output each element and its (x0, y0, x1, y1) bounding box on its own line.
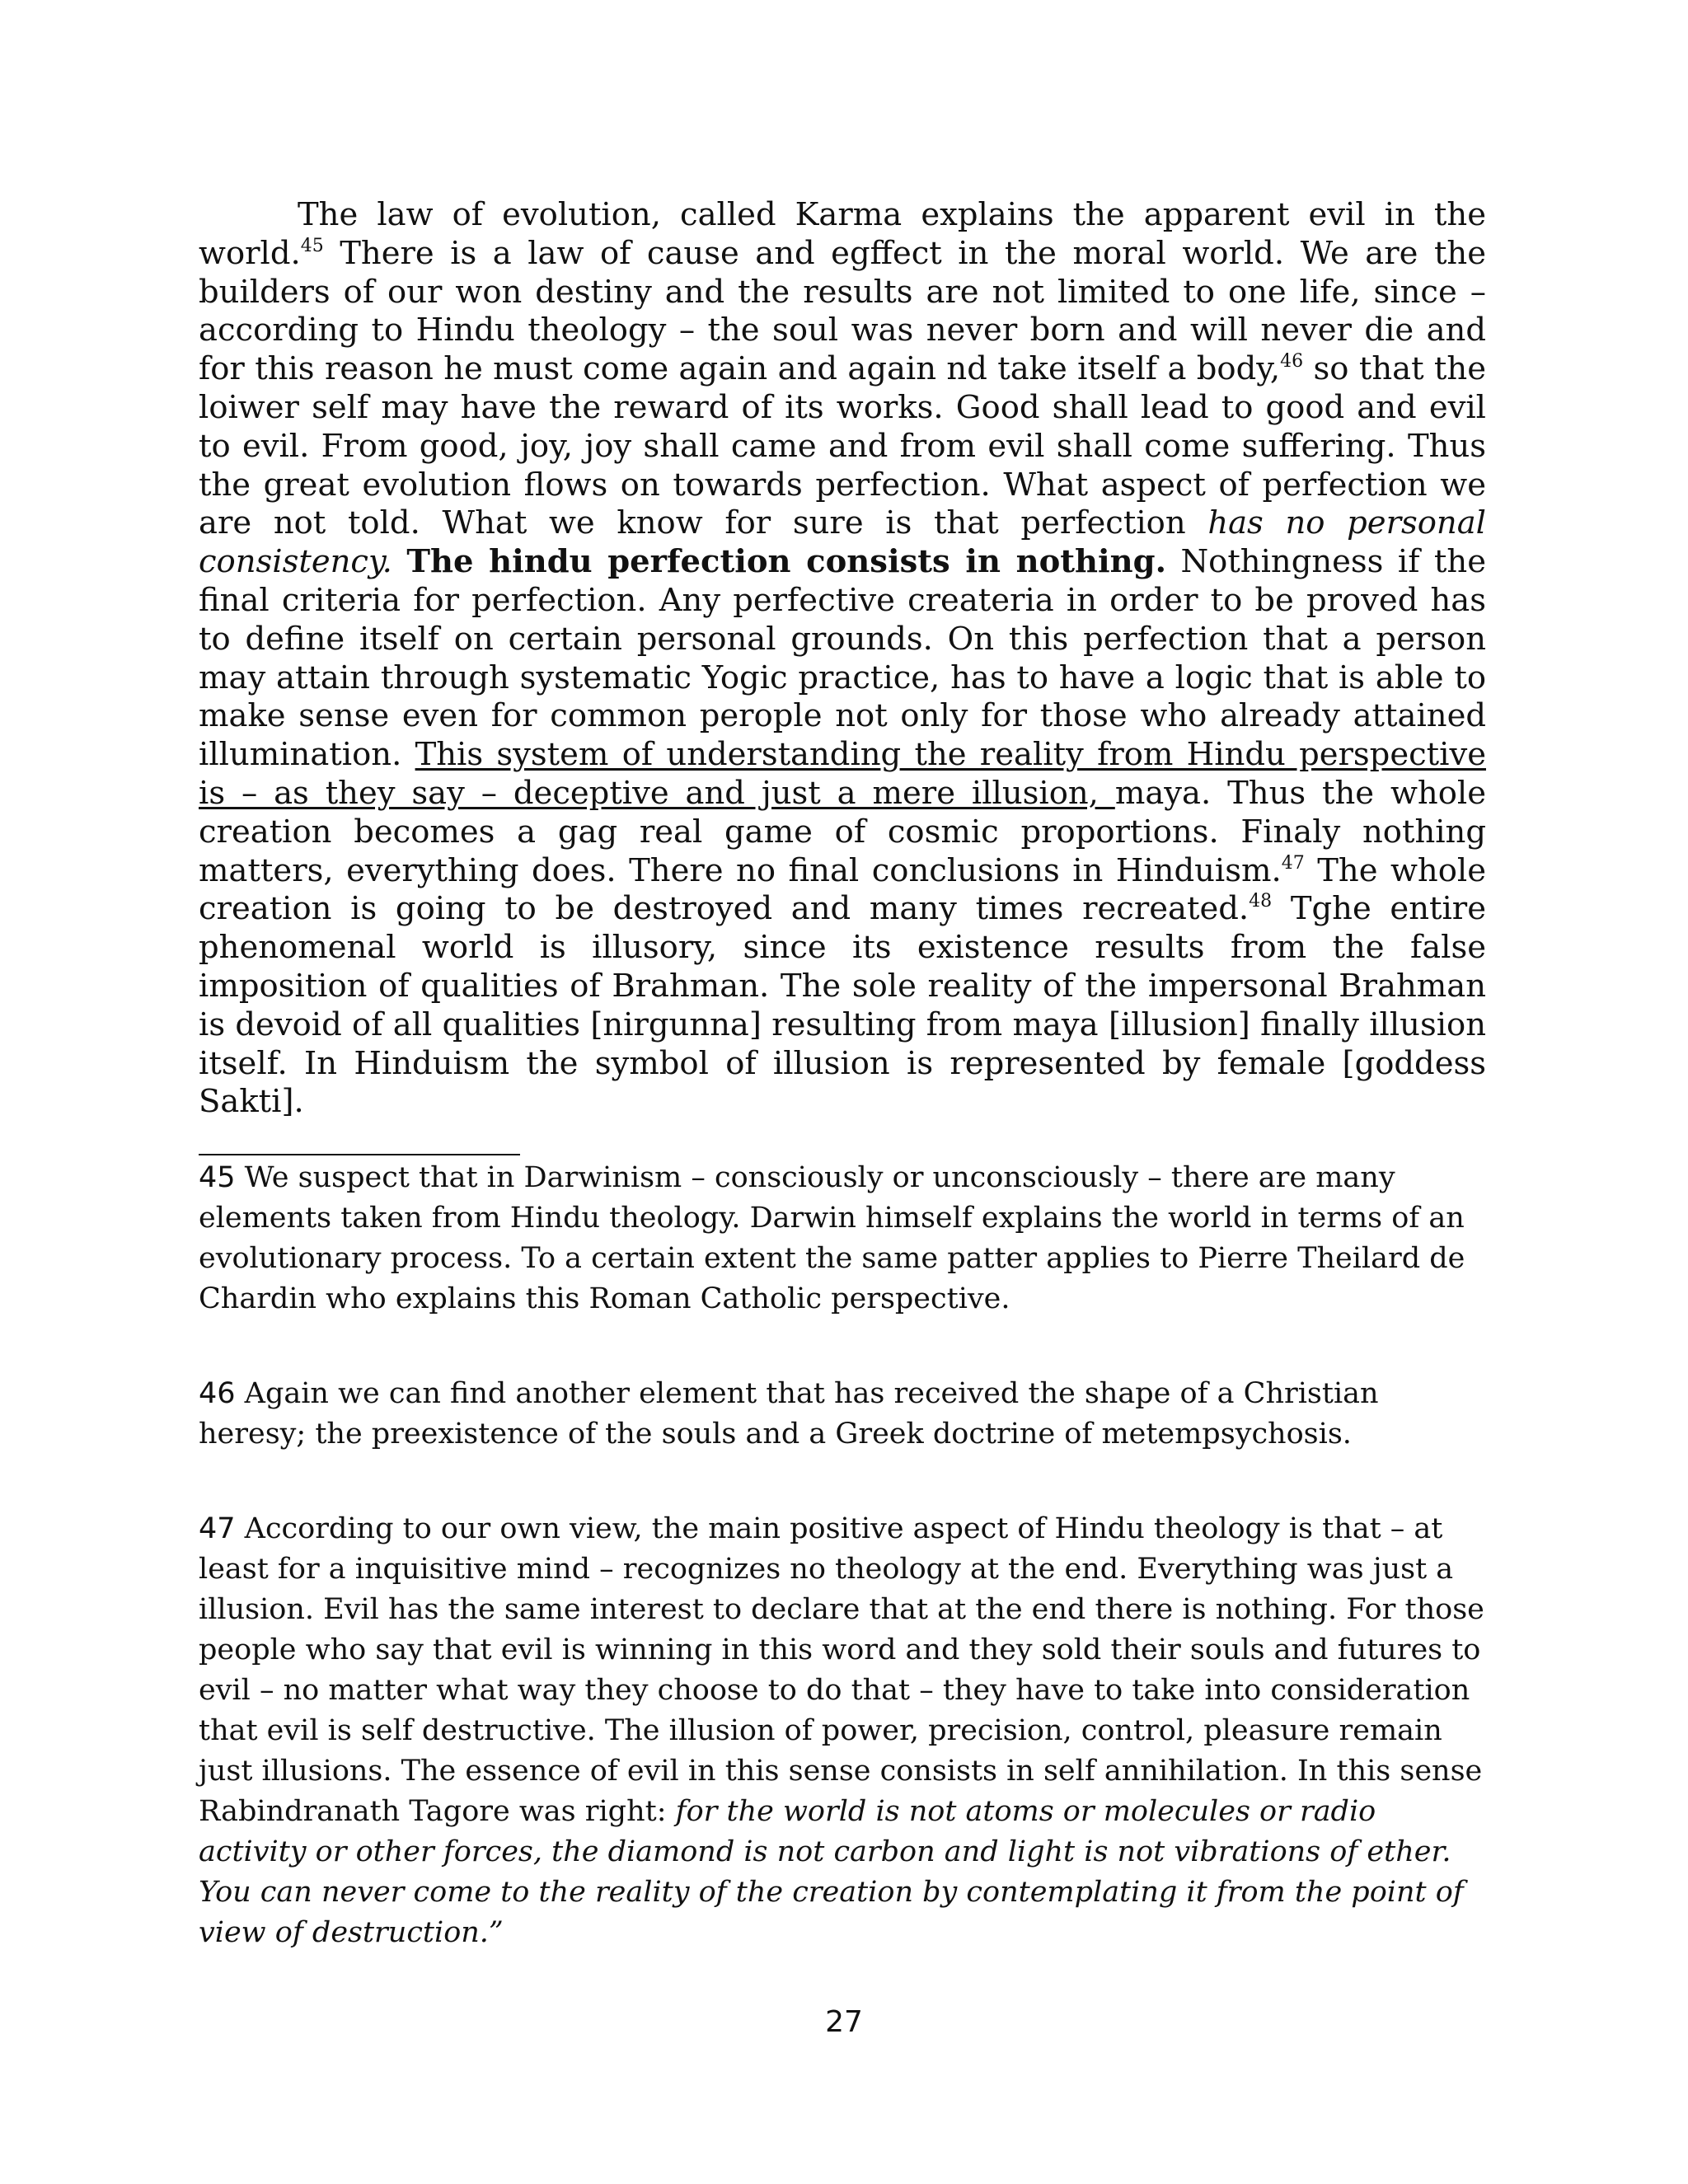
page-number: 27 (825, 2005, 863, 2039)
body-text-run: There is a law of cause and egffect in the moral world. We are the builders of our won destiny and the results are not limited to one life, since – according to Hindu theology – the soul was never born and will never die and for this reason he must come again and again nd take itself a body, (199, 234, 1486, 388)
bold-phrase: The hindu perfection consists in nothing. (406, 543, 1166, 581)
footnote-text: Again we can find another element that has received the shape of a Christian heresy; the preexistence of the souls and a Greek doctrine of metempsychosis. (199, 1377, 1379, 1451)
footnote-45 (199, 1158, 1484, 1319)
body-text-run: so that the loiwer self may have the reward of its works. Good shall lead to good and evil to evil. From good, joy, joy shall came and from evil shall come suffering. Thus the great evolution flows on towards perfection. What aspect of perfection we are not told. What we know for sure is that perfection (199, 350, 1486, 542)
body-text-run: maya. Thus the whole creation becomes a gag real game of cosmic proportions. Finaly nothing matters, everything does. There no final conclusions in Hinduism. (199, 774, 1486, 889)
footnote-46 (199, 1374, 1484, 1455)
body-text-run: The whole creation is going to be destroyed and many times recreated. (199, 851, 1486, 928)
footnote-text: We suspect that in Darwinism – consciously or unconsciously – there are many elements taken from Hindu theology. Darwin himself explains the world in terms of an evolutionary process. To a certain extent the same patter applies to Pierre Theilard de Chardin who explains this Roman Catholic perspective. (199, 1161, 1465, 1315)
footnote-separator (199, 1154, 520, 1155)
body-text-run: Tghe entire phenomenal world is illusory, since its existence results from the false imposition of qualities of Brahman. The sole reality of the impersonal Brahman is devoid of all qualities [nirgunna] resulting from maya [illusion] finally illusion itself. In Hinduism the symbol of illusion is represented by female [goddess Sakti]. (199, 890, 1486, 1121)
footnote-text: According to our own view, the main positive aspect of Hindu theology is that – at least for a inquisitive mind – recognizes no theology at the end. Everything was just a illusion. Evil has the same interest to declare that at the end there is nothing. For those people who say that evil is winning in this word and they sold their souls and futures to evil – no matter what way they choose to do that – they have to take into consideration that evil is self destructive. The illusion of power, precision, control, pleasure remain just illusions. The essence of evil in this sense consists in self annihilation. In this sense Rabindranath Tagore was right: (199, 1512, 1484, 1828)
footnote-ref-48: 48 (1249, 891, 1273, 912)
footnote-ref-46: 46 (1280, 351, 1304, 373)
body-text-run: Nothingness if the final criteria for perfection. Any perfective createria in order to be proved has to define itself on certain personal grounds. On this perfection that a person may attain through systematic Yogic practice, has to have a logic that is able to make sense even for common perople not only for those who already attained illumination. (199, 543, 1486, 774)
footnote-quote: for the world is not atoms or molecules or radio activity or other forces, the diamond is not carbon and light is not vibrations of ether. You can never come to the reality of the creation by contemplating it from the point of view of destruction.” (199, 1795, 1464, 1949)
italic-phrase: has no personal consistency. (199, 504, 1486, 581)
body-text-run: The law of evolution, called Karma explains the apparent evil in the world. (199, 196, 1486, 272)
footnote-ref-47: 47 (1281, 852, 1305, 874)
footnote-ref-45: 45 (300, 235, 324, 256)
footnote-number: 46 (199, 1377, 236, 1410)
body-paragraph (199, 196, 1486, 1122)
footnote-47 (199, 1509, 1484, 1953)
underlined-phrase: This system of understanding the reality from Hindu perspective is – as they say – deceptive and just a mere illusion, (199, 736, 1486, 812)
footnote-number: 47 (199, 1512, 236, 1545)
footnote-number: 45 (199, 1161, 236, 1194)
